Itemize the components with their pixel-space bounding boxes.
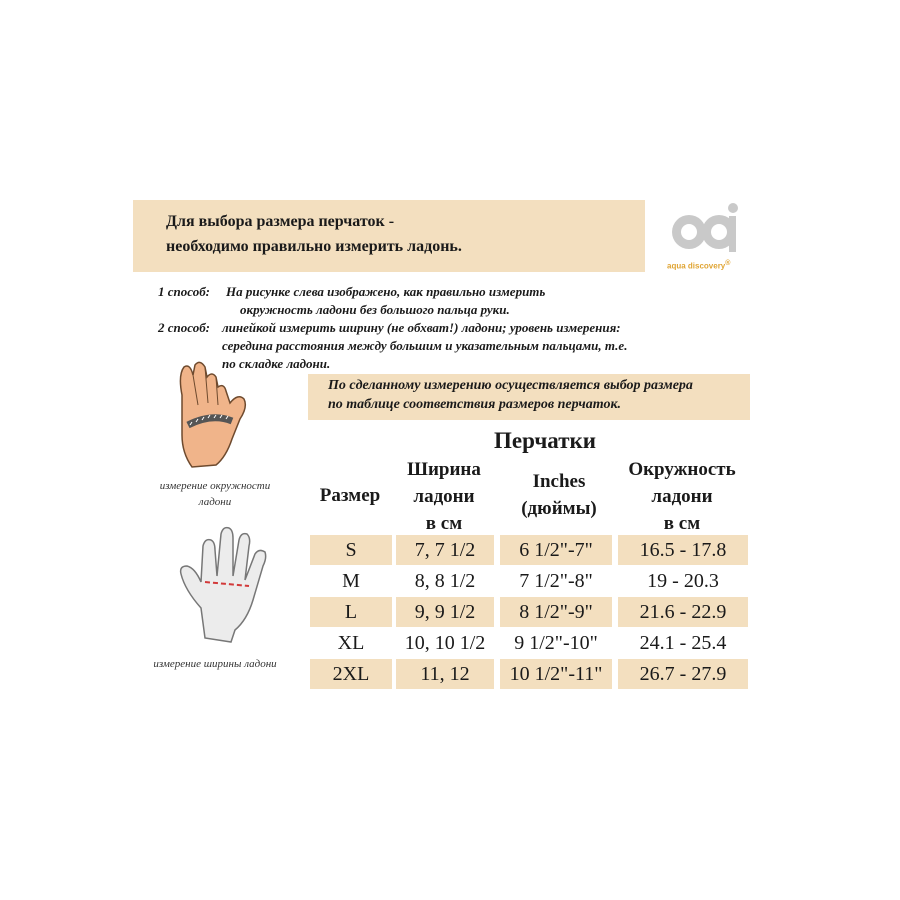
- note-line-2: по таблице соответствия размеров перчаток.: [328, 397, 622, 412]
- cell-width: 8, 8 1/2: [414, 570, 476, 592]
- cell-size: L: [310, 597, 392, 627]
- note-line-1: По сделанному измерению осуществляется выбор размера: [328, 378, 693, 393]
- cell-size: XL: [337, 632, 365, 654]
- cell-size: 2XL: [310, 659, 392, 689]
- method2-line3: по складке ладони.: [222, 356, 331, 371]
- col-header-width-line3: в см: [425, 513, 463, 534]
- hand1-caption-line1: измерение окружности: [159, 480, 271, 492]
- cell-inches: 10 1/2"-11": [500, 659, 612, 689]
- title-banner: [133, 200, 645, 272]
- cell-inches: 6 1/2"-7": [500, 535, 612, 565]
- col-header-circ-line2: ладони: [651, 486, 713, 507]
- cell-inches: 7 1/2"-8": [519, 570, 593, 592]
- cell-size: S: [310, 535, 392, 565]
- hand-width-illustration: [175, 520, 280, 650]
- hand2-caption: измерение ширины ладони: [153, 658, 277, 670]
- cell-width: 10, 10 1/2: [404, 632, 486, 654]
- table-title: Перчатки: [494, 428, 596, 453]
- method1-line2: окружность ладони без большого пальца руки.: [240, 302, 510, 317]
- col-header-width-line1: Ширина: [407, 459, 481, 480]
- col-header-width: [396, 456, 492, 537]
- method1-label: 1 способ:: [158, 284, 211, 299]
- selection-note: [308, 374, 750, 420]
- cell-size: M: [342, 570, 360, 592]
- cell-inches: 8 1/2"-9": [500, 597, 612, 627]
- cell-circumference: 26.7 - 27.9: [618, 659, 748, 689]
- hand-circumference-illustration: [160, 355, 255, 475]
- col-header-circ-line3: в см: [663, 513, 701, 534]
- col-header-size: Размер: [319, 485, 381, 506]
- col-header-circumference: [612, 456, 752, 537]
- col-header-inches-line2: (дюймы): [521, 498, 597, 519]
- logo-text: aqua discovery: [667, 261, 726, 271]
- method1-line1: На рисунке слева изображено, как правильно измерить: [226, 284, 546, 299]
- col-header-circ-line1: Окружность: [628, 459, 736, 480]
- cell-width: 9, 9 1/2: [396, 597, 494, 627]
- method2-line2: середина расстояния между большим и указательным пальцами, т.е.: [222, 338, 628, 353]
- cell-inches: 9 1/2"-10": [514, 632, 598, 654]
- col-header-inches: [500, 468, 618, 522]
- hand1-caption-line2: ладони: [198, 496, 232, 508]
- aqua-discovery-logo-icon: [665, 200, 745, 260]
- cell-width: 11, 12: [396, 659, 494, 689]
- cell-circumference: 24.1 - 25.4: [639, 632, 727, 654]
- title-line-2: необходимо правильно измерить ладонь.: [166, 238, 462, 255]
- col-header-width-line2: ладони: [413, 486, 475, 507]
- brand-logo: [665, 200, 745, 274]
- cell-width: 7, 7 1/2: [396, 535, 494, 565]
- logo-registered-mark: ®: [725, 260, 731, 267]
- method2-label: 2 способ:: [158, 320, 211, 335]
- cell-circumference: 19 - 20.3: [647, 570, 719, 592]
- cell-circumference: 21.6 - 22.9: [618, 597, 748, 627]
- title-line-1: Для выбора размера перчаток -: [166, 213, 395, 230]
- cell-circumference: 16.5 - 17.8: [618, 535, 748, 565]
- method2-line1: линейкой измерить ширину (не обхват!) ладони; уровень измерения:: [222, 320, 621, 335]
- col-header-inches-line1: Inches: [532, 471, 586, 492]
